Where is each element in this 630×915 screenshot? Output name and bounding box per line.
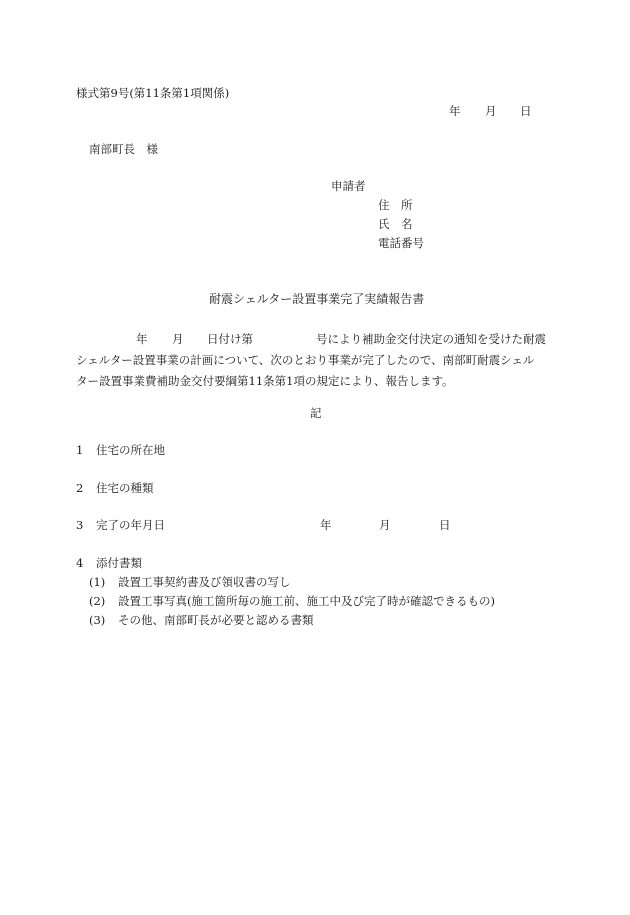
- item-1-number: 1: [76, 443, 84, 457]
- body-paragraph: [76, 329, 560, 392]
- header-date-year: 年: [449, 104, 461, 118]
- attachment-3-text: その他、南部町長が必要と認める書類: [118, 613, 314, 627]
- ki-heading: 記: [310, 406, 322, 420]
- header-date-day: 日: [520, 104, 532, 118]
- addressee: 南部町長 様: [89, 142, 158, 156]
- item-2-label: 住宅の種類: [96, 481, 154, 495]
- attachment-1-number: (1): [89, 575, 106, 589]
- item-3-day: 日: [439, 518, 451, 532]
- applicant-label: 申請者: [331, 179, 366, 193]
- item-2-number: 2: [76, 481, 84, 495]
- item-3-year: 年: [320, 518, 332, 532]
- form-number: 様式第9号(第11条第1項関係): [76, 86, 230, 100]
- item-1-label: 住宅の所在地: [96, 443, 165, 457]
- item-4-number: 4: [76, 556, 84, 570]
- attachment-3-number: (3): [89, 613, 106, 627]
- applicant-name-label: 氏 名: [378, 217, 413, 231]
- body-ref-day: 日付け第: [207, 332, 253, 346]
- body-line-2: シェルター設置事業の計画について、次のとおり事業が完了したので、南部町耐震シェル: [76, 353, 535, 367]
- applicant-phone-label: 電話番号: [378, 236, 424, 250]
- header-date-month: 月: [485, 104, 497, 118]
- attachment-2-number: (2): [89, 594, 106, 608]
- body-ref-year: 年: [136, 332, 148, 346]
- item-4-label: 添付書類: [96, 556, 142, 570]
- item-3-label: 完了の年月日: [96, 518, 165, 532]
- body-line-3: ター設置事業費補助金交付要綱第11条第1項の規定により、報告します。: [76, 374, 454, 388]
- attachment-1-text: 設置工事契約書及び領収書の写し: [118, 575, 291, 589]
- document-title: 耐震シェルター設置事業完了実績報告書: [209, 292, 425, 306]
- attachment-2-text: 設置工事写真(施工箇所毎の施工前、施工中及び完了時が確認できるもの): [118, 594, 495, 608]
- applicant-address-label: 住 所: [378, 198, 413, 212]
- body-line-1-rest: 号により補助金交付決定の通知を受けた耐震: [316, 332, 546, 346]
- body-ref-month: 月: [172, 332, 184, 346]
- body-line-1: [76, 329, 560, 350]
- item-3-number: 3: [76, 518, 84, 532]
- item-3-month: 月: [379, 518, 391, 532]
